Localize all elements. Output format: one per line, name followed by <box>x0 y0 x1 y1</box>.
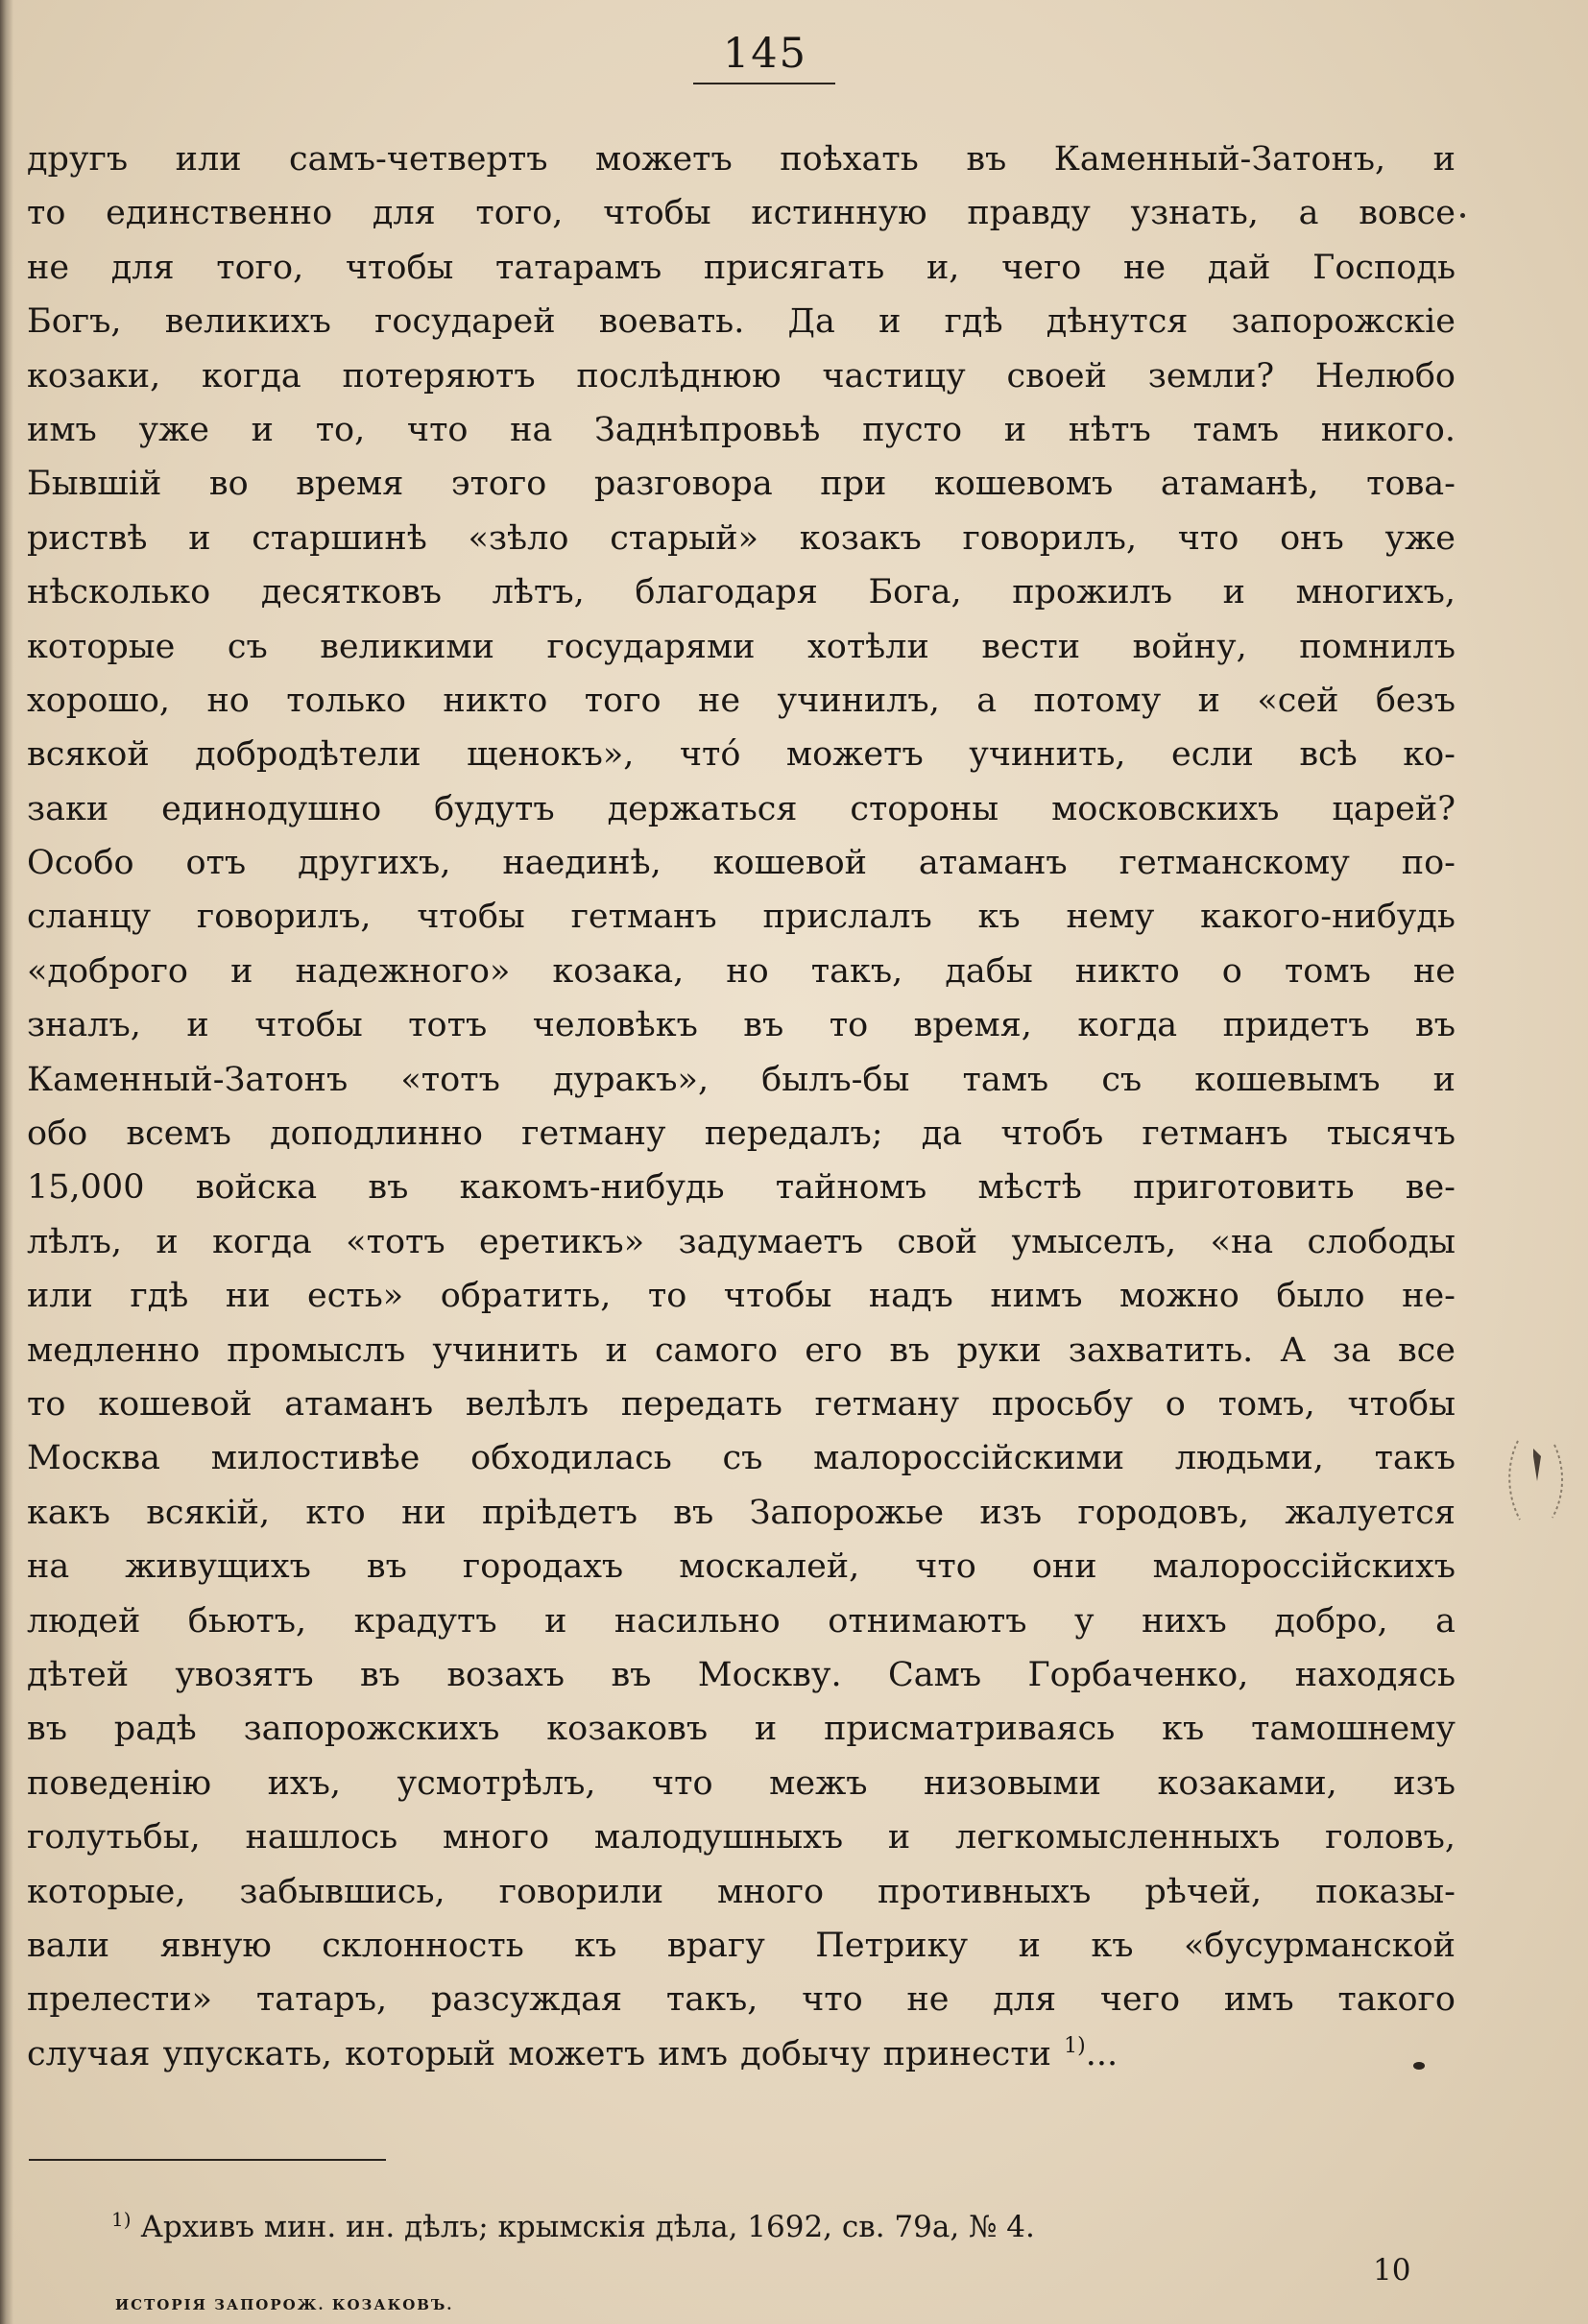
text-line: нѣсколько десятковъ лѣтъ, благодаря Бога, прожилъ и многихъ, <box>27 573 1456 612</box>
text-line: хорошо, но только никто того не учинилъ, а потому и «сей безъ <box>27 681 1456 720</box>
text-line: дѣтей увозятъ въ возахъ въ Москву. Самъ Горбаченко, находясь <box>27 1655 1456 1694</box>
text-line: которые, забывшись, говорили много противныхъ рѣчей, показы- <box>27 1872 1456 1911</box>
sheet-number: 10 <box>1373 2253 1411 2288</box>
text-line: сланцу говорилъ, чтобы гетманъ прислалъ къ нему какого-нибудь <box>27 898 1456 937</box>
text-line: въ радѣ запорожскихъ козаковъ и присматриваясь къ тамошнему <box>27 1710 1456 1749</box>
text-line: 15,000 войска въ какомъ-нибудь тайномъ мѣстѣ приготовить ве- <box>27 1168 1456 1208</box>
footnote-marker: 1) <box>111 2208 132 2231</box>
text-line: всякой добродѣтели щенокъ», что́ можетъ учинить, если всѣ ко- <box>27 735 1456 775</box>
text-line: какъ всякій, кто ни пріѣдетъ въ Запорожье изъ городовъ, жалуется <box>27 1493 1456 1532</box>
text-line: вали явную склонность къ врагу Петрику и къ «бусурманской <box>27 1926 1456 1965</box>
text-line: другъ или самъ-четвертъ можетъ поѣхать въ Каменный-Затонъ, и <box>27 140 1456 179</box>
text-line: лѣлъ, и когда «тотъ еретикъ» задумаетъ свой умыселъ, «на слободы <box>27 1222 1456 1261</box>
ink-speck <box>1413 2062 1425 2070</box>
text-line: людей бьютъ, крадутъ и насильно отнимаютъ у нихъ добро, а <box>27 1601 1456 1641</box>
text-line-last <box>27 2027 1456 2081</box>
page-number: 145 <box>722 30 808 78</box>
printer-signature: ИСТОРІЯ ЗАПОРОЖ. КОЗАКОВЪ. <box>115 2296 454 2313</box>
text-line: поведенію ихъ, усмотрѣлъ, что межъ низовыми козаками, изъ <box>27 1763 1456 1803</box>
last-line-text: случая упускать, который можетъ имъ добычу принести <box>27 2034 1051 2073</box>
text-line: или гдѣ ни есть» обратить, то чтобы надъ нимъ можно было не- <box>27 1277 1456 1316</box>
text-line: «доброго и надежного» козака, но такъ, дабы никто о томъ не <box>27 951 1456 991</box>
text-line: заки единодушно будутъ держаться стороны московскихъ царей? <box>27 789 1456 828</box>
text-line: обо всемъ доподлинно гетману передалъ; да чтобъ гетманъ тысячъ <box>27 1114 1456 1154</box>
text-line: которые съ великими государями хотѣли вести войну, помнилъ <box>27 627 1456 666</box>
ink-speck <box>1460 213 1465 218</box>
text-line: не для того, чтобы татарамъ присягать и, чего не дай Господь <box>27 248 1456 287</box>
text-line: зналъ, и чтобы тотъ человѣкъ въ то время, когда придетъ въ <box>27 1006 1456 1045</box>
last-line-tail: ... <box>1085 2034 1119 2073</box>
footnote-text: Архивъ мин. ин. дѣлъ; крымскія дѣла, 1692, св. 79а, № 4. <box>131 2210 1035 2244</box>
text-line: имъ уже и то, что на Заднѣпровьѣ пусто и нѣтъ тамъ никого. <box>27 410 1456 449</box>
text-line: Каменный-Затонъ «тотъ дуракъ», былъ-бы тамъ съ кошевымъ и <box>27 1060 1456 1099</box>
text-line: прелести» татаръ, разсуждая такъ, что не для чего имъ такого <box>27 1980 1456 2020</box>
text-line: риствѣ и старшинѣ «зѣло старый» козакъ говорилъ, что онъ уже <box>27 518 1456 558</box>
text-line: то единственно для того, чтобы истинную правду узнать, а вовсе <box>27 194 1456 233</box>
text-line: Москва милостивѣе обходилась съ малороссійскими людьми, такъ <box>27 1439 1456 1478</box>
footnote-reference[interactable]: 1) <box>1064 2033 1086 2058</box>
text-line: медленно промыслъ учинить и самого его въ руки захватить. А за все <box>27 1330 1456 1370</box>
text-line: то кошевой атаманъ велѣлъ передать гетману просьбу о томъ, чтобы <box>27 1384 1456 1424</box>
footnote-rule <box>29 2159 386 2161</box>
text-line: Богъ, великихъ государей воевать. Да и гдѣ дѣнутся запорожскіе <box>27 302 1456 342</box>
text-line: Особо отъ другихъ, наединѣ, кошевой атаманъ гетманскому по- <box>27 844 1456 883</box>
text-line: козаки, когда потеряютъ послѣднюю частицу своей земли? Нелюбо <box>27 356 1456 395</box>
body-text <box>27 132 1456 2081</box>
pencil-bracket-icon <box>1503 1435 1570 1526</box>
footnote <box>111 2208 1035 2246</box>
header-rule <box>693 83 835 84</box>
page-binding-edge <box>0 0 13 2324</box>
text-line: на живущихъ въ городахъ москалей, что они малороссійскихъ <box>27 1547 1456 1587</box>
text-line: голутьбы, нашлось много малодушныхъ и легкомысленныхъ головъ, <box>27 1818 1456 1857</box>
text-line: Бывшій во время этого разговора при кошевомъ атаманѣ, това- <box>27 465 1456 504</box>
